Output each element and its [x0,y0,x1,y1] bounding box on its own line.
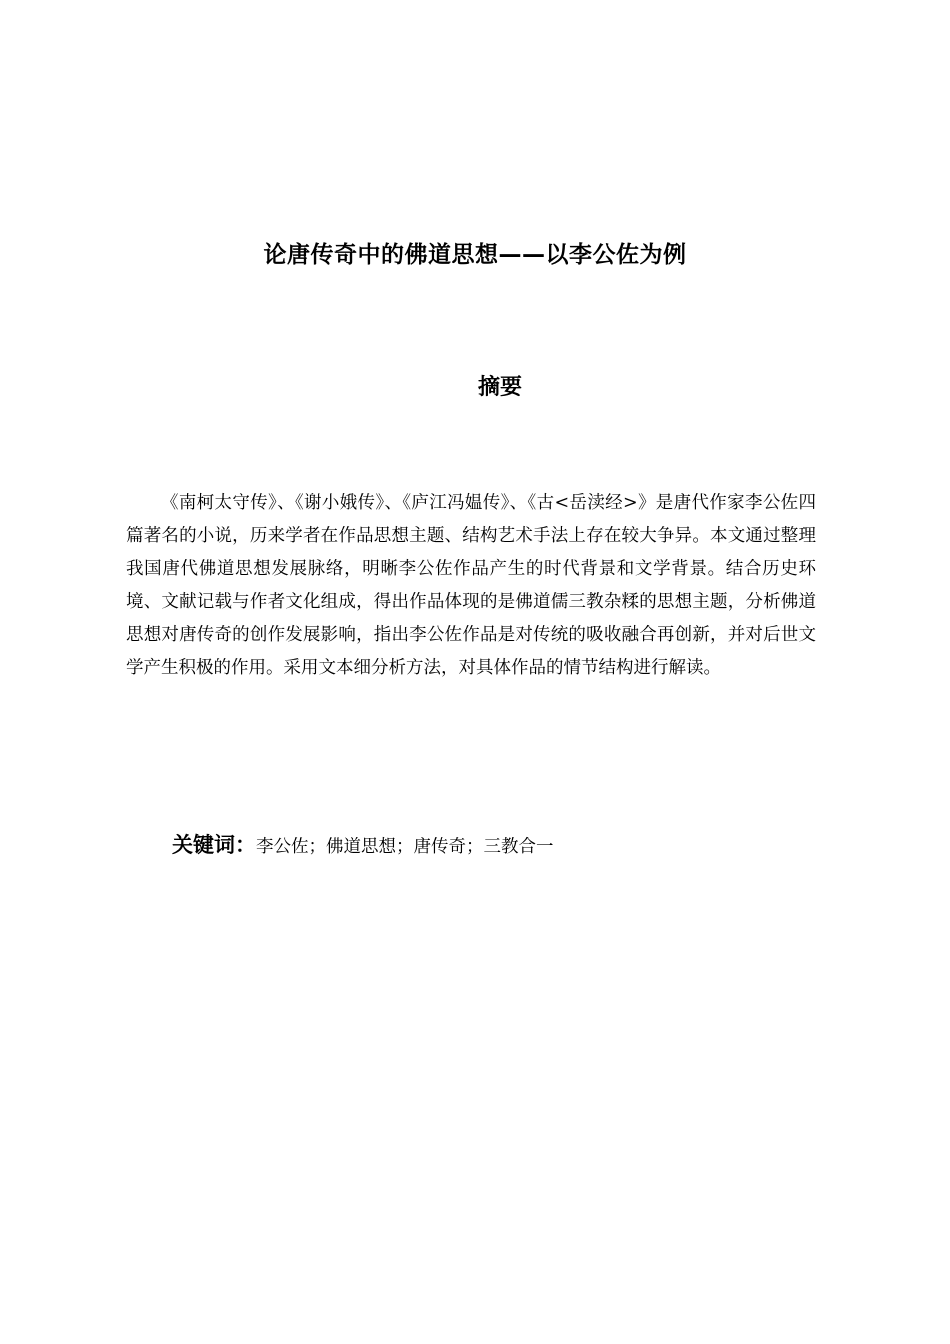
keywords-label: 关键词： [172,833,256,857]
paper-title: 论唐传奇中的佛道思想——以李公佐为例 [263,242,687,268]
abstract-body: 《南柯太守传》、《谢小娥传》、《庐江冯媪传》、《古<岳渎经>》是唐代作家李公佐四篇著名的小说，历来学者在作品思想主题、结构艺术手法上存在较大争异。本文通过整理我国唐代佛道思想发展脉络，明晰李公佐作品产生的时代背景和文学背景。结合历史环境、文献记载与作者文化组成，得出作品体现的是佛道儒三教杂糅的思想主题，分析佛道思想对唐传奇的创作发展影响，指出李公佐作品是对传统的吸收融合再创新，并对后世文学产生积极的作用。采用文本细分析方法，对具体作品的情节结构进行解读。 [126,493,816,678]
abstract-heading: 摘要 [477,375,522,400]
keywords-line [172,826,872,867]
keywords-values: 李公佐；佛道思想；唐传奇；三教合一 [256,837,554,857]
